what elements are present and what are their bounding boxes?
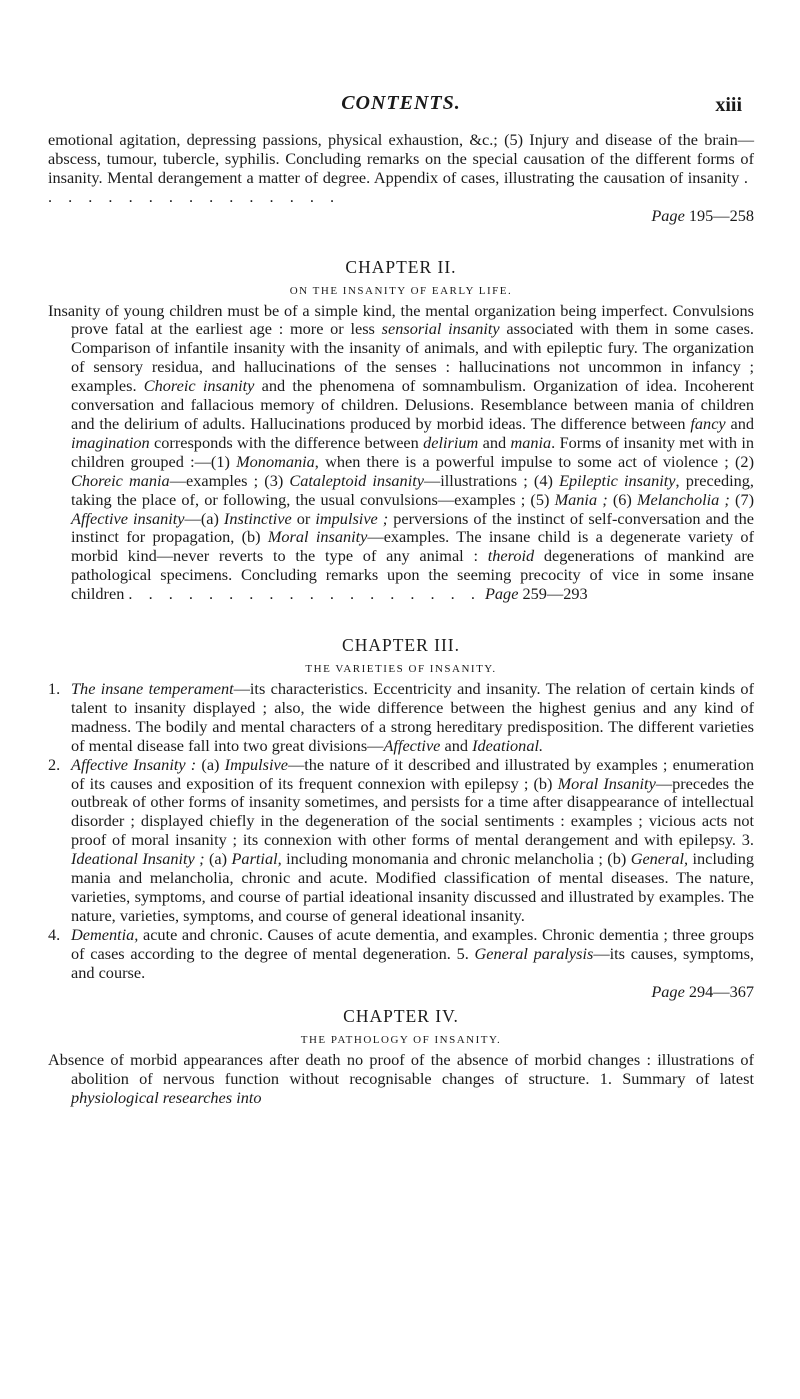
chapter2-term: Affective insanity	[71, 508, 185, 528]
chapter2-text: and the phenomena of somnambulism. Organization of idea. Incoherent conversation and fallacious memory of children. Delusions. Resemblance between mania of children and the delirium of adults. Hallucinations produced by morbid ideas. The difference between	[71, 376, 754, 433]
chapter2-term: Monomania	[236, 451, 315, 471]
chapter2-text: , preceding, taking the place of, or following, the usual convulsions—examples ; (5)	[71, 470, 754, 509]
chapter-heading: CHAPTER II.	[345, 256, 457, 277]
chapter1-page-ref	[48, 207, 754, 226]
chapter2-text: and	[725, 413, 755, 433]
page-label: Page	[651, 981, 685, 1001]
chapter2-term: Choreic insanity	[143, 376, 255, 396]
chapter3-text: acute and chronic. Causes of acute dementia, and examples. Chronic dementia ; three groups of cases according to the degree of mental degeneration. 5.	[71, 924, 754, 963]
chapter2-text: corresponds with the difference between	[149, 432, 424, 452]
running-head	[48, 86, 754, 126]
chapter3-text: —its causes, symptoms, and course.	[71, 943, 755, 982]
chapter3-term: Affective	[383, 735, 441, 755]
chapter2-text: associated with them in some cases. Comparison of infantile insanity with the insanity of animals, and with epileptic fury. The organization of sensory residua, and hallucinations of the senses : hallucinations not uncommon in infancy ; examples.	[71, 319, 755, 396]
chapter3-term: Moral Insanity	[557, 773, 656, 793]
chapter2-text: —(a)	[184, 508, 224, 528]
chapter3-item-4	[48, 926, 754, 983]
chapter1-continuation	[48, 131, 754, 207]
item-number: 1.	[48, 679, 61, 699]
chapter3-term: General,	[630, 849, 689, 869]
chapter2-text: —examples. The insane child is a degenerate variety of morbid kind—never reverts to the type of any animal :	[71, 527, 754, 566]
chapter2-text: or	[291, 508, 316, 528]
leader-dots: . . . . . . . . . . . . . . . .	[48, 167, 754, 206]
item-number: 2.	[48, 754, 61, 774]
chapter3-item-2	[48, 756, 754, 926]
chapter-subheading: THE VARIETIES OF INSANITY.	[305, 663, 497, 676]
chapter3-term: Partial,	[231, 849, 282, 869]
chapter3-text: —the nature of it described and illustrated by examples ; enumeration of its causes and exposition of its frequent connexion with epilepsy ; (b)	[71, 754, 754, 793]
chapter3-term: Ideational Insanity ;	[71, 849, 205, 869]
chapter2-term: Epileptic insanity	[559, 470, 676, 490]
chapter2-text: (7)	[729, 489, 755, 509]
chapter4-text: Absence of morbid appearances after death no proof of the absence of morbid changes : illustrations of abolition of nervous function without recognisable changes of structure. 1. Summary of latest	[48, 1050, 754, 1089]
chapter3-term: The insane temperament	[71, 679, 234, 699]
chapter-heading: CHAPTER IV.	[343, 1006, 459, 1027]
chapter2-term: delirium	[423, 432, 479, 452]
chapter2-term: Mania ;	[554, 489, 608, 509]
chapter2-text: —examples ; (3)	[169, 470, 290, 490]
chapter2-text: —illustrations ; (4)	[423, 470, 560, 490]
chapter2-text: Insanity of young children must be of a simple kind, the mental organization being imperfect. Convulsions prove fatal at the earliest age : more or less	[48, 300, 754, 339]
chapter2-term: imagination	[71, 432, 150, 452]
chapter-subheading: ON THE INSANITY OF EARLY LIFE.	[289, 284, 513, 297]
chapter2-text: degenerations of mankind are pathological specimens. Concluding remarks upon the seeming precocity of vice in some insane children	[71, 546, 754, 604]
chapter3-term: Affective Insanity :	[71, 754, 197, 774]
chapter2-term: Instinctive	[223, 508, 292, 528]
page-label: Page	[484, 584, 519, 604]
page-range: 259—293	[522, 584, 588, 604]
chapter3-term: Dementia,	[71, 924, 139, 944]
chapter3-text: including mania and melancholia, chronic and acute. Modified classification of mental diseases. The nature, varieties, symptoms, and course of partial ideational insanity discussed and illustrated by examples. The nature, varieties, symptoms, and course of general ideational insanity.	[71, 849, 755, 925]
page-range: 195—258	[688, 205, 754, 225]
chapter3-text: (a)	[196, 754, 225, 774]
chapter2-summary	[48, 302, 754, 605]
chapter3-text: —precedes the outbreak of other forms of insanity sometimes, and persists for a time after disappearance of intellectual disorder ; displayed chiefly in the degeneration of the social sentiments : examples ; vicious acts not proof of moral insanity ; its connexion with other forms of mental derangement and with epilepsy. 3.	[71, 773, 755, 850]
chapter4-term: physiological researches into	[71, 1088, 262, 1108]
chapter2-term: Moral insanity	[267, 527, 368, 547]
chapter3-term: Impulsive	[224, 754, 288, 774]
chapter2-term: theroid	[487, 546, 535, 566]
chapter1-continuation-text: emotional agitation, depressing passions, physical exhaustion, &c.; (5) Injury and disease of the brain—abscess, tumour, tubercle, syphilis. Concluding remarks on the special causation of the different forms of insanity. Mental derangement a matter of degree. Appendix of cases, illustrating the causation of insanity	[48, 130, 754, 187]
chapter2-text: (6)	[607, 489, 637, 509]
chapter3-page-ref	[48, 983, 754, 1002]
chapter2-text: , when there is a powerful impulse to some act of violence ; (2)	[314, 451, 754, 471]
contents-page	[48, 86, 754, 1108]
chapter-subheading: THE PATHOLOGY OF INSANITY.	[300, 1034, 502, 1047]
page-number: xiii	[715, 94, 742, 116]
chapter2-text: and	[478, 432, 511, 452]
chapter4-summary	[48, 1051, 754, 1108]
page-label: Page	[651, 205, 685, 225]
leader-dots: . . . . . . . . . . . . . . . . . .	[128, 584, 481, 604]
chapter2-text: . Forms of insanity met with in children grouped :—(1)	[71, 432, 754, 471]
chapter2-term: mania	[510, 432, 552, 452]
page-range: 294—367	[688, 981, 754, 1001]
chapter2-term: fancy	[690, 413, 726, 433]
chapter2-term: sensorial insanity	[381, 319, 500, 339]
chapter2-term: Choreic mania	[71, 470, 170, 490]
item-number: 4.	[48, 924, 61, 944]
chapter3-item-1	[48, 680, 754, 756]
chapter3-text: —its characteristics. Eccentricity and insanity. The relation of certain kinds of talent to insanity displayed ; also, the wide difference between the highest genius and any kind of madness. The bodily and mental characters of a strong hereditary predisposition. The different varieties of mental disease fall into two great divisions—	[71, 679, 754, 755]
chapter3-text: (a)	[204, 849, 232, 869]
chapter3-text: including monomania and chronic melancholia ; (b)	[281, 849, 631, 869]
chapter3-term: General paralysis	[474, 943, 594, 963]
chapter2-text: perversions of the instinct of self-conversation and the instinct for propagation, (b)	[71, 508, 755, 547]
running-title: CONTENTS.	[341, 92, 461, 114]
chapter-heading: CHAPTER III.	[342, 635, 460, 656]
chapter2-term: Cataleptoid insanity	[289, 470, 424, 490]
chapter3-term: Ideational.	[472, 735, 544, 755]
chapter2-term: impulsive ;	[315, 508, 389, 528]
chapter3-text: and	[440, 735, 473, 755]
chapter2-term: Melancholia ;	[636, 489, 730, 509]
